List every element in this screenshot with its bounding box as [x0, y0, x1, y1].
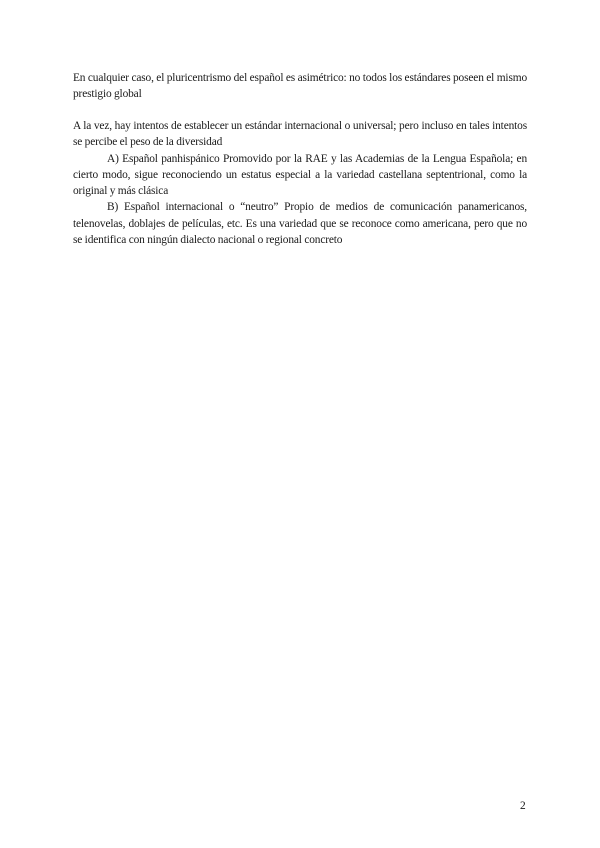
text-block-intro — [73, 70, 527, 103]
paragraph-international-standard: A la vez, hay intentos de establecer un estándar internacional o universal; pero incluso en tales intentos se percibe el peso de la diversidad — [73, 120, 527, 149]
paragraph-pluricentrism: En cualquier caso, el pluricentrismo del español es asimétrico: no todos los estándares poseen el mismo prestigio global — [73, 72, 527, 101]
list-item-panhispanic: A) Español panhispánico Promovido por la RAE y las Academias de la Lengua Española; en cierto modo, sigue reconociendo un estatus especial a la variedad castellana septentrional, como la original y más clásica — [73, 152, 527, 198]
list-item-neutral-spanish: B) Español internacional o “neutro” Propio de medios de comunicación panamericanos, telenovelas, doblajes de películas, etc. Es una variedad que se reconoce como americana, pero que no se identifica con ningún dialecto nacional o regional concreto — [73, 201, 527, 247]
text-block-standards — [73, 118, 527, 248]
page-number: 2 — [520, 800, 526, 812]
